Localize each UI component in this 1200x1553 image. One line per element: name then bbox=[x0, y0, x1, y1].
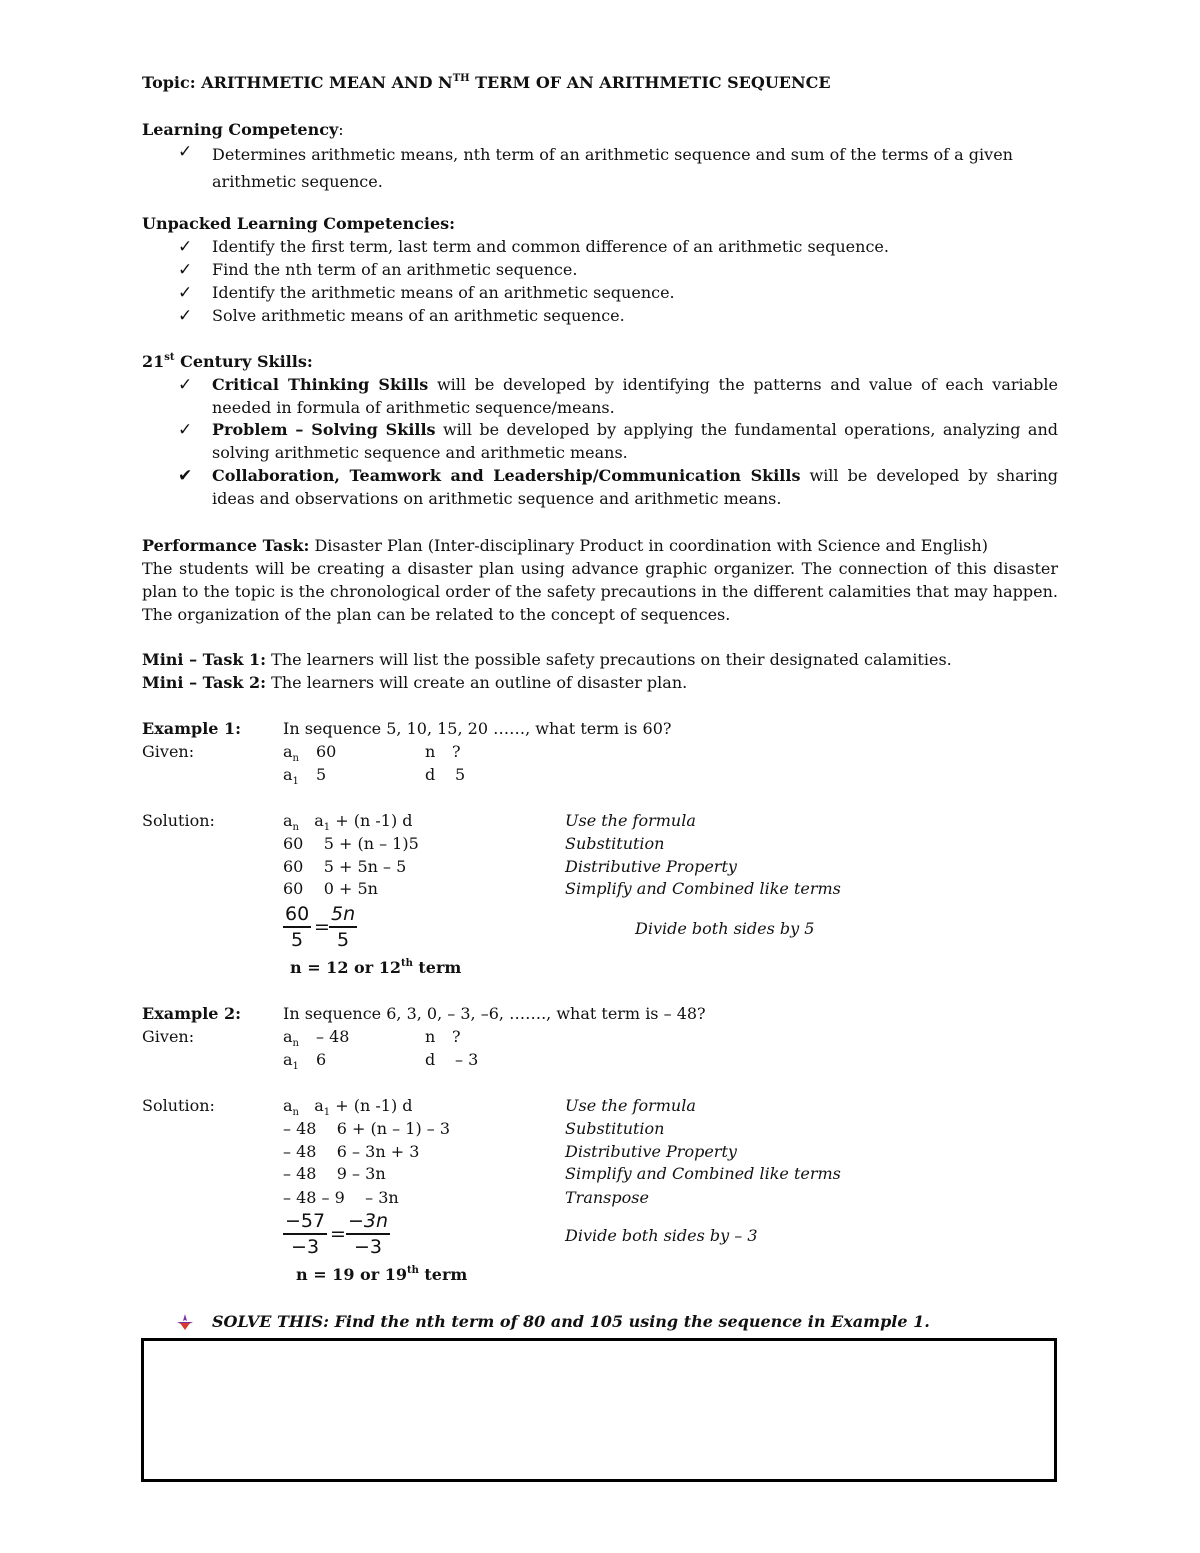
unpacked-heading: Unpacked Learning Competencies: bbox=[142, 214, 456, 233]
solution-step: – 48 6 + (n – 1) – 3 bbox=[283, 1119, 451, 1138]
skill-desc: will be developed by identifying the patterns and value of each variable needed in formula of arithmetic sequence/means. bbox=[212, 375, 1058, 417]
given-d: d bbox=[425, 765, 436, 784]
skill-name: Critical Thinking Skills bbox=[212, 375, 429, 394]
skill-item bbox=[212, 465, 1058, 510]
solution-step: – 48 9 – 3n bbox=[283, 1164, 386, 1183]
given-a1 bbox=[283, 764, 299, 789]
step-note: Distributive Property bbox=[565, 857, 737, 876]
check-icon: ✓ bbox=[178, 237, 193, 257]
denominator: −3 bbox=[354, 1236, 383, 1258]
check-icon: ✓ bbox=[178, 260, 193, 280]
given-value: – 48 bbox=[316, 1027, 350, 1046]
example2-given-label: Given: bbox=[142, 1027, 195, 1046]
solution-step bbox=[283, 1095, 413, 1120]
century-skills-heading bbox=[142, 351, 313, 376]
expr-sub: n bbox=[292, 822, 299, 833]
fraction-right bbox=[329, 902, 357, 952]
step-note: Use the formula bbox=[565, 811, 696, 830]
mini-task-1 bbox=[142, 649, 952, 671]
solution-step: – 48 6 – 3n + 3 bbox=[283, 1142, 420, 1161]
check-icon: ✓ bbox=[178, 420, 193, 440]
check-icon: ✓ bbox=[178, 142, 193, 162]
given-an bbox=[283, 741, 299, 766]
answer-sup: th bbox=[400, 958, 413, 969]
answer-sup: th bbox=[406, 1265, 419, 1276]
heading-rest: Century Skills: bbox=[174, 352, 313, 371]
mini-task-label: Mini – Task 2: bbox=[142, 673, 267, 692]
expr: a bbox=[299, 811, 324, 830]
step-note: Simplify and Combined like terms bbox=[565, 1164, 841, 1183]
given-value: – 3 bbox=[455, 1050, 479, 1069]
answer-box[interactable] bbox=[141, 1338, 1057, 1482]
unpacked-item: Solve arithmetic means of an arithmetic sequence. bbox=[212, 306, 625, 325]
var: a bbox=[283, 1050, 293, 1069]
var: a bbox=[283, 742, 293, 761]
expr: a bbox=[283, 811, 293, 830]
numerator: −3n bbox=[346, 1209, 390, 1235]
step-note: Simplify and Combined like terms bbox=[565, 879, 841, 898]
heading-num: 21 bbox=[142, 352, 165, 371]
step-note: Use the formula bbox=[565, 1096, 696, 1115]
answer-text-end: term bbox=[418, 1265, 468, 1284]
performance-task-line bbox=[142, 535, 988, 557]
fraction-left bbox=[283, 902, 311, 952]
performance-task-body: The students will be creating a disaster plan using advance graphic organizer. The connection of this disaster plan to the topic is the chronological order of the safety precautions in the different calamities that may happen. The organization of the plan can be related to the concept of sequences. bbox=[142, 559, 1058, 624]
skill-name: Collaboration, Teamwork and Leadership/Communication Skills bbox=[212, 466, 801, 485]
equals-sign: = bbox=[330, 1223, 346, 1245]
step-note: Divide both sides by – 3 bbox=[565, 1226, 758, 1245]
given-n: n bbox=[425, 742, 436, 761]
answer-text: n = 19 or 19 bbox=[296, 1265, 407, 1284]
check-icon: ✓ bbox=[178, 306, 193, 326]
given-value: ? bbox=[452, 742, 461, 761]
example1-question: In sequence 5, 10, 15, 20 ……, what term is 60? bbox=[283, 719, 672, 738]
example1-given-label: Given: bbox=[142, 742, 195, 761]
skill-item bbox=[212, 419, 1058, 464]
mini-task-text: The learners will create an outline of disaster plan. bbox=[266, 673, 688, 692]
var-sub: 1 bbox=[292, 1061, 299, 1072]
given-value: 60 bbox=[316, 742, 337, 761]
step-note: Distributive Property bbox=[565, 1142, 737, 1161]
performance-task-label: Performance Task: bbox=[142, 536, 310, 555]
expr-sub: n bbox=[292, 1107, 299, 1118]
var-sub: 1 bbox=[292, 776, 299, 787]
competency-item: Determines arithmetic means, nth term of an arithmetic sequence and sum of the terms of a given arithmetic sequence. bbox=[212, 145, 1013, 191]
arrow-bullet-icon bbox=[176, 1313, 194, 1335]
given-a1 bbox=[283, 1049, 299, 1074]
unpacked-item: Find the nth term of an arithmetic sequence. bbox=[212, 260, 578, 279]
mini-task-2 bbox=[142, 672, 687, 694]
example1-solution-label: Solution: bbox=[142, 811, 215, 830]
given-value: 5 bbox=[316, 765, 327, 784]
expr: + (n -1) d bbox=[330, 1096, 413, 1115]
numerator: −57 bbox=[283, 1209, 327, 1235]
given-value: 5 bbox=[455, 765, 466, 784]
heading-sup: st bbox=[164, 352, 175, 363]
example2-question: In sequence 6, 3, 0, – 3, –6, ……., what term is – 48? bbox=[283, 1004, 706, 1023]
check-icon: ✓ bbox=[178, 283, 193, 303]
var-sub: n bbox=[292, 1038, 299, 1049]
given-d: d bbox=[425, 1050, 436, 1069]
example2-answer bbox=[296, 1264, 467, 1289]
denominator: −3 bbox=[291, 1236, 320, 1258]
expr: + (n -1) d bbox=[330, 811, 413, 830]
given-value: ? bbox=[452, 1027, 461, 1046]
topic-sup: TH bbox=[452, 73, 470, 84]
mini-task-label: Mini – Task 1: bbox=[142, 650, 267, 669]
skill-item bbox=[212, 374, 1058, 419]
example2-solution-label: Solution: bbox=[142, 1096, 215, 1115]
check-icon: ✓ bbox=[178, 375, 193, 395]
fraction-right bbox=[346, 1209, 390, 1259]
var: a bbox=[283, 1027, 293, 1046]
topic-text-end: TERM OF AN ARITHMETIC SEQUENCE bbox=[469, 73, 831, 92]
solution-step: 60 0 + 5n bbox=[283, 879, 378, 898]
numerator: 60 bbox=[283, 902, 311, 928]
solution-step: 60 5 + (n – 1)5 bbox=[283, 834, 419, 853]
unpacked-item: Identify the first term, last term and common difference of an arithmetic sequence. bbox=[212, 237, 889, 256]
fraction-left bbox=[283, 1209, 327, 1259]
answer-text: n = 12 or 12 bbox=[290, 958, 401, 977]
equals-sign: = bbox=[314, 916, 330, 938]
skill-name: Problem – Solving Skills bbox=[212, 420, 436, 439]
denominator: 5 bbox=[291, 929, 304, 951]
denominator: 5 bbox=[337, 929, 350, 951]
expr: a bbox=[299, 1096, 324, 1115]
page-title bbox=[142, 72, 831, 97]
step-note: Substitution bbox=[565, 834, 665, 853]
expr-sub: 1 bbox=[323, 1107, 331, 1118]
given-n: n bbox=[425, 1027, 436, 1046]
mini-task-text: The learners will list the possible safety precautions on their designated calamities. bbox=[266, 650, 952, 669]
check-icon: ✔ bbox=[178, 466, 193, 486]
given-value: 6 bbox=[316, 1050, 327, 1069]
solution-step: – 48 – 9 – 3n bbox=[283, 1188, 399, 1207]
heading-colon: : bbox=[338, 120, 344, 139]
performance-task-title: Disaster Plan (Inter-disciplinary Product in coordination with Science and English) bbox=[309, 536, 988, 555]
skill-desc: will be developed by applying the fundamental operations, analyzing and solving arithmetic sequence and arithmetic means. bbox=[212, 420, 1058, 462]
example1-label: Example 1: bbox=[142, 719, 242, 738]
expr-sub: 1 bbox=[323, 822, 331, 833]
topic-text: ARITHMETIC MEAN AND N bbox=[201, 73, 453, 92]
answer-text-end: term bbox=[412, 958, 462, 977]
given-an bbox=[283, 1026, 299, 1051]
step-note: Divide both sides by 5 bbox=[635, 919, 815, 938]
step-note: Substitution bbox=[565, 1119, 665, 1138]
var: a bbox=[283, 765, 293, 784]
expr: a bbox=[283, 1096, 293, 1115]
skill-desc: will be developed by sharing ideas and observations on arithmetic sequence and arithmetic means. bbox=[212, 466, 1058, 508]
heading-text: Learning Competency bbox=[142, 120, 339, 139]
topic-label: Topic: bbox=[142, 73, 202, 92]
solve-this-prompt: SOLVE THIS: Find the nth term of 80 and 105 using the sequence in Example 1. bbox=[212, 1312, 930, 1331]
example2-label: Example 2: bbox=[142, 1004, 242, 1023]
step-note: Transpose bbox=[565, 1188, 649, 1207]
unpacked-item: Identify the arithmetic means of an arithmetic sequence. bbox=[212, 283, 675, 302]
var-sub: n bbox=[292, 753, 299, 764]
learning-competency-heading bbox=[142, 119, 344, 141]
example1-answer bbox=[290, 957, 461, 982]
numerator: 5n bbox=[329, 902, 357, 928]
solution-step bbox=[283, 810, 413, 835]
solution-step: 60 5 + 5n – 5 bbox=[283, 857, 407, 876]
